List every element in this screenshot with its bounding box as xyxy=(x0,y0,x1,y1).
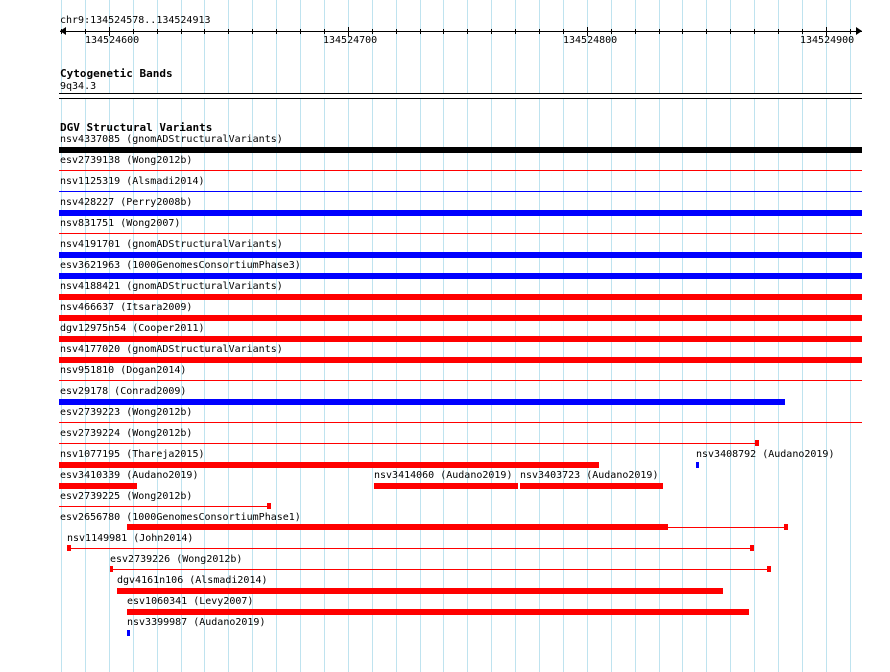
variant-bar-esv3410339[interactable] xyxy=(59,483,137,489)
variant-line-nsv831751[interactable] xyxy=(59,233,862,234)
ruler-label-134524600: 134524600 xyxy=(85,35,140,46)
variant-label-nsv1149981[interactable]: nsv1149981 (John2014) xyxy=(67,533,194,544)
cytoband-track-title: Cytogenetic Bands xyxy=(60,67,173,80)
variant-line-esv2739226[interactable] xyxy=(111,569,769,570)
ruler-tick xyxy=(61,29,62,34)
ruler-tick xyxy=(467,29,468,34)
variant-label-dgv12975n54[interactable]: dgv12975n54 (Cooper2011) xyxy=(60,323,205,334)
variant-bar-esv29178[interactable] xyxy=(59,399,785,405)
variant-bar-esv3621963[interactable] xyxy=(59,273,862,279)
ruler-tick xyxy=(396,29,397,34)
variant-label-nsv4191701[interactable]: nsv4191701 (gnomADStructuralVariants) xyxy=(60,239,283,250)
ruler-tick xyxy=(372,29,373,34)
variant-end-esv2739226[interactable] xyxy=(767,566,771,572)
variant-label-esv29178[interactable]: esv29178 (Conrad2009) xyxy=(60,386,187,397)
variant-label-esv2739138[interactable]: esv2739138 (Wong2012b) xyxy=(60,155,193,166)
ruler-tick xyxy=(778,29,779,34)
ruler-tick xyxy=(850,29,851,34)
variant-line-esv2739224[interactable] xyxy=(59,443,757,444)
variant-label-nsv466637[interactable]: nsv466637 (Itsara2009) xyxy=(60,302,193,313)
ruler-tick xyxy=(659,29,660,34)
cytoband-bar[interactable] xyxy=(59,93,862,99)
ruler-label-134524700: 134524700 xyxy=(323,35,378,46)
variant-bar-nsv3403723[interactable] xyxy=(520,483,663,489)
ruler-tick xyxy=(420,29,421,34)
ruler-tick xyxy=(635,29,636,34)
dgv-track-title: DGV Structural Variants xyxy=(60,121,213,134)
variant-bar-nsv4177020[interactable] xyxy=(59,357,862,363)
ruler-tick xyxy=(730,29,731,34)
variant-label-nsv1077195[interactable]: nsv1077195 (Thareja2015) xyxy=(60,449,205,460)
ruler-tick xyxy=(324,29,325,34)
ruler-tick xyxy=(204,29,205,34)
ruler-location: chr9:134524578..134524913 xyxy=(60,15,211,26)
ruler-tick xyxy=(157,29,158,34)
variant-label-nsv831751[interactable]: nsv831751 (Wong2007) xyxy=(60,218,181,229)
variant-label-nsv3399987[interactable]: nsv3399987 (Audano2019) xyxy=(127,617,266,628)
ruler-tick xyxy=(563,29,564,34)
variant-line-nsv1149981[interactable] xyxy=(69,548,752,549)
variant-bar-nsv466637[interactable] xyxy=(59,315,862,321)
variant-end-nsv1149981[interactable] xyxy=(750,545,754,551)
ruler-tick xyxy=(133,29,134,34)
variant-label-esv1060341[interactable]: esv1060341 (Levy2007) xyxy=(127,596,254,607)
variant-bar-nsv4191701[interactable] xyxy=(59,252,862,258)
ruler-right-arrow xyxy=(856,27,862,35)
ruler-label-134524800: 134524800 xyxy=(563,35,618,46)
variant-bar-nsv3414060[interactable] xyxy=(374,483,518,489)
variant-line-esv2739138[interactable] xyxy=(59,170,862,171)
ruler-tick xyxy=(611,29,612,34)
variant-bar-nsv3399987[interactable] xyxy=(127,630,130,636)
variant-label-nsv3408792[interactable]: nsv3408792 (Audano2019) xyxy=(696,449,835,460)
variant-end-esv2739224[interactable] xyxy=(755,440,759,446)
variant-label-esv2739223[interactable]: esv2739223 (Wong2012b) xyxy=(60,407,193,418)
variant-bar-dgv12975n54[interactable] xyxy=(59,336,862,342)
ruler-tick xyxy=(252,29,253,34)
ruler-tick xyxy=(802,29,803,34)
variant-end-esv2656780[interactable] xyxy=(784,524,788,530)
ruler-tick xyxy=(682,29,683,34)
variant-label-esv2739224[interactable]: esv2739224 (Wong2012b) xyxy=(60,428,193,439)
variant-line-nsv951810[interactable] xyxy=(59,380,862,381)
ruler-tick xyxy=(276,29,277,34)
variant-bar-nsv1077195[interactable] xyxy=(59,462,599,468)
variant-label-nsv951810[interactable]: nsv951810 (Dogan2014) xyxy=(60,365,187,376)
variant-bar-dgv4161n106[interactable] xyxy=(117,588,723,594)
variant-line-esv2739225[interactable] xyxy=(59,506,269,507)
variant-bar-esv2656780[interactable] xyxy=(127,524,668,530)
variant-label-nsv4188421[interactable]: nsv4188421 (gnomADStructuralVariants) xyxy=(60,281,283,292)
variant-bar-nsv4337085[interactable] xyxy=(59,147,862,153)
ruler-tick xyxy=(300,29,301,34)
variant-label-esv2656780[interactable]: esv2656780 (1000GenomesConsortiumPhase1) xyxy=(60,512,301,523)
variant-label-esv3621963[interactable]: esv3621963 (1000GenomesConsortiumPhase3) xyxy=(60,260,301,271)
ruler-tick xyxy=(181,29,182,34)
variant-label-nsv4337085[interactable]: nsv4337085 (gnomADStructuralVariants) xyxy=(60,134,283,145)
variant-label-esv3410339[interactable]: esv3410339 (Audano2019) xyxy=(60,470,199,481)
variant-line-nsv1125319[interactable] xyxy=(59,191,862,192)
ruler-tick xyxy=(539,29,540,34)
variant-label-nsv4177020[interactable]: nsv4177020 (gnomADStructuralVariants) xyxy=(60,344,283,355)
ruler-tick xyxy=(754,29,755,34)
variant-label-esv2739225[interactable]: esv2739225 (Wong2012b) xyxy=(60,491,193,502)
variant-bar-nsv4188421[interactable] xyxy=(59,294,862,300)
variant-label-nsv1125319[interactable]: nsv1125319 (Alsmadi2014) xyxy=(60,176,205,187)
ruler-tick xyxy=(491,29,492,34)
cytoband-label: 9q34.3 xyxy=(60,81,97,92)
variant-label-nsv3403723[interactable]: nsv3403723 (Audano2019) xyxy=(520,470,659,481)
variant-label-esv2739226[interactable]: esv2739226 (Wong2012b) xyxy=(110,554,243,565)
variant-bar-nsv428227[interactable] xyxy=(59,210,862,216)
ruler-label-134524900: 134524900 xyxy=(800,35,855,46)
variant-line-esv2739223[interactable] xyxy=(59,422,862,423)
variant-bar-nsv3408792[interactable] xyxy=(696,462,699,468)
variant-bar-esv1060341[interactable] xyxy=(127,609,749,615)
variant-end-esv2739225[interactable] xyxy=(267,503,271,509)
ruler-tick xyxy=(515,29,516,34)
ruler-tick xyxy=(85,29,86,34)
variant-line-esv2656780[interactable] xyxy=(668,527,786,528)
variant-label-nsv3414060[interactable]: nsv3414060 (Audano2019) xyxy=(374,470,513,481)
variant-label-dgv4161n106[interactable]: dgv4161n106 (Alsmadi2014) xyxy=(117,575,268,586)
ruler-tick xyxy=(228,29,229,34)
ruler-tick xyxy=(706,29,707,34)
ruler-tick xyxy=(443,29,444,34)
variant-label-nsv428227[interactable]: nsv428227 (Perry2008b) xyxy=(60,197,193,208)
